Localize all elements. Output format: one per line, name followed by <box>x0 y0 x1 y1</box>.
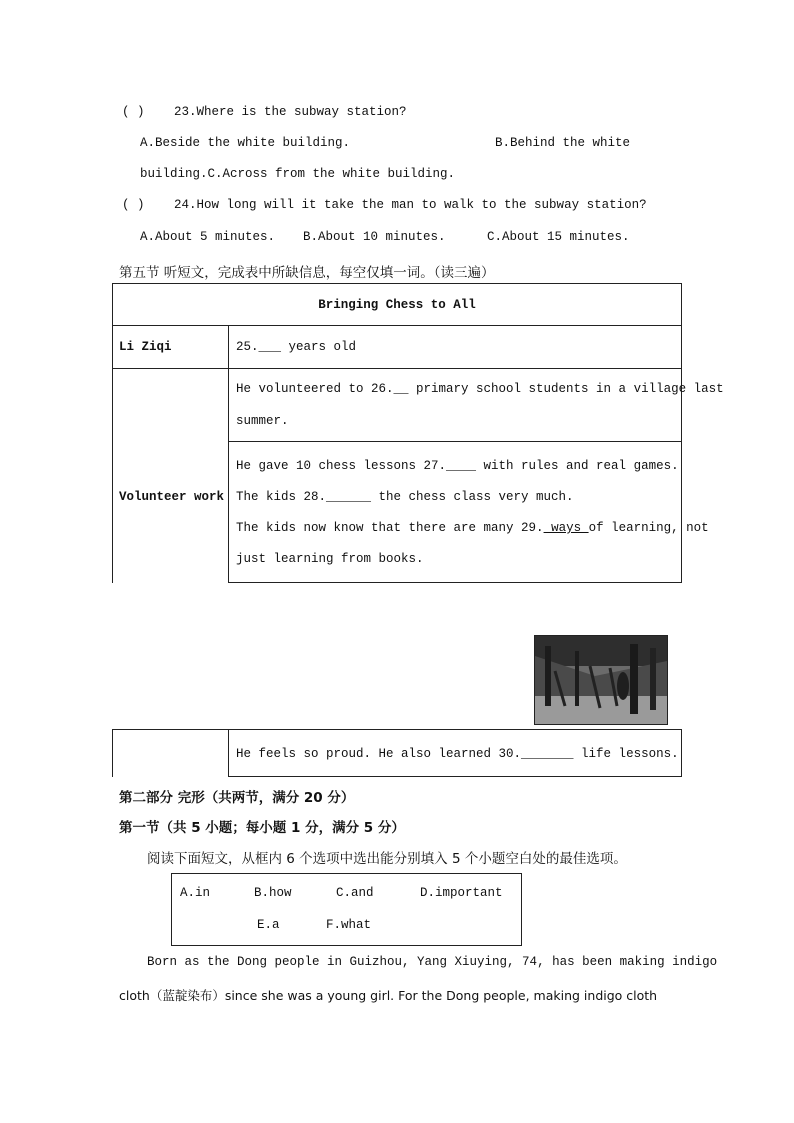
q23-option-b: B.Behind the white <box>495 136 631 150</box>
row-lessons-line3: The kids now know that there are many 29. ways of learning, not <box>236 521 709 535</box>
q24-paren: ( ) <box>122 198 145 212</box>
section1-heading: 第一节（共 5 小题；每小题 1 分，满分 5 分） <box>119 820 405 836</box>
scene-photo <box>534 635 668 725</box>
q23-option-c: building.C.Across from the white building. <box>140 167 456 181</box>
options-box <box>171 873 522 946</box>
option-d: D.important <box>420 886 503 900</box>
passage-line2: cloth（蓝靛染布）since she was a young girl. For the Dong people, making indigo cloth <box>119 988 658 1003</box>
row-lessons-line1: He gave 10 chess lessons 27.____ with rules and real games. <box>236 459 679 473</box>
table-title: Bringing Chess to All <box>318 298 476 312</box>
row-value-age: 25.___ years old <box>236 340 357 354</box>
q24-option-c: C.About 15 minutes. <box>487 230 630 244</box>
option-b: B.how <box>254 886 292 900</box>
scene-photo-graphic <box>535 636 667 724</box>
section5-heading: 第五节 听短文，完成表中所缺信息，每空仅填一词。（读三遍） <box>119 265 495 281</box>
part2-heading: 第二部分 完形（共两节，满分 20 分） <box>119 790 355 806</box>
passage-line1: Born as the Dong people in Guizhou, Yang Xiuying, 74, has been making indigo <box>147 955 718 969</box>
row-lessons-line4: just learning from books. <box>236 552 424 566</box>
q23-paren: ( ) <box>122 105 145 119</box>
instructions: 阅读下面短文，从框内 6 个选项中选出能分别填入 5 个小题空白处的最佳选项。 <box>147 851 627 867</box>
row-volunteer-line2: summer. <box>236 414 289 428</box>
q23-option-a: A.Beside the white building. <box>140 136 351 150</box>
row-lessons-line2: The kids 28.______ the chess class very much. <box>236 490 574 504</box>
q24-option-b: B.About 10 minutes. <box>303 230 446 244</box>
q23-stem: 23.Where is the subway station? <box>174 105 407 119</box>
row-volunteer-line1: He volunteered to 26.__ primary school students in a village last <box>236 382 724 396</box>
q24-option-a: A.About 5 minutes. <box>140 230 276 244</box>
option-e: E.a <box>257 918 280 932</box>
option-c: C.and <box>336 886 374 900</box>
option-a: A.in <box>180 886 211 900</box>
answer-ways: ways <box>543 521 589 535</box>
row-proud: He feels so proud. He also learned 30._______ life lessons. <box>236 747 679 761</box>
row-label-li-ziqi: Li Ziqi <box>119 340 172 354</box>
option-f: F.what <box>326 918 372 932</box>
row-label-volunteer-work: Volunteer work <box>119 490 225 504</box>
q24-stem: 24.How long will it take the man to walk to the subway station? <box>174 198 647 212</box>
